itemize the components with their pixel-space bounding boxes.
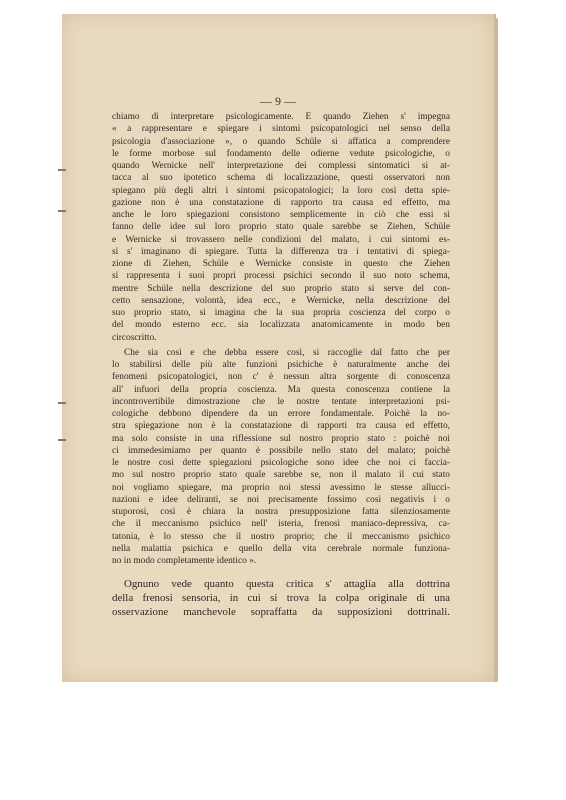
binding-mark [58, 439, 66, 441]
text-line: si s' imaginano di spiegare. Tutta la differenza tra i tentativi di spiega- [112, 246, 450, 257]
text-line: le forme morbose sul fondamento delle odierne vedute psicologiche, o [112, 148, 450, 159]
text-line: zione di Ziehen, Schüle e Wernicke consiste in questo che Ziehen [112, 259, 450, 269]
text-line: mentre Schüle nella descrizione del suo proprio stato si serve del con- [112, 283, 450, 294]
text-line: le nostre così dette spiegazioni psicologiche sono idee che noi ci faccia- [112, 458, 450, 468]
page-body [112, 111, 450, 619]
text-line: Che sia così e che debba essere così, si raccoglie dal fatto che per [124, 347, 450, 358]
binding-mark [58, 402, 66, 404]
text-line: cetto sensazione, volontà, idea ecc., e Wernicke, nella descrizione del [112, 295, 450, 306]
text-line: nazioni e idee deliranti, se noi precisamente fossimo così negativis i o [112, 494, 450, 505]
text-line: Ognuno vede quanto questa critica s' attaglia alla dottrina [124, 578, 450, 591]
text-line: tacca al suo ipotetico schema di localizzazione, questi osservatori non [112, 173, 450, 184]
text-line: incontrovertibile dimostrazione che le nostre tentate interpretazioni psi- [112, 396, 450, 407]
paragraph-2 [112, 347, 450, 568]
text-line: stra spiegazione non è la constatazione di rapporti tra causa ed effetto, [112, 421, 450, 432]
text-line: lo stabilirsi delle più alte funzioni psichiche è naturalmente anche dei [112, 360, 450, 370]
text-line: tatonia, è lo stesso che il nostro proprio; che il meccanismo psichico [112, 531, 450, 542]
text-line: anche le loro spiegazioni consistono semplicemente in ciò che essi si [112, 210, 450, 220]
document-page [62, 14, 496, 682]
text-line: e Wernicke si trovassero nelle condizioni del malato, i cui sintomi es- [112, 234, 450, 245]
text-line: stuporosi, così è chiara la nostra presupposizione fatta silenziosamente [112, 507, 450, 517]
text-line: ma solo consiste in una riflessione sul nostro proprio stato : poichè noi [112, 433, 450, 444]
text-line: nella malattia psichica e quello della vita cerebrale normale funziona- [112, 543, 450, 554]
binding-mark [58, 169, 66, 171]
text-line: si rappresenta i suoi propri processi psichici secondo il suo noto schema, [112, 271, 450, 282]
text-line: fanno delle idee sul loro proprio stato quale sarebbe se Ziehen, Schüle [112, 222, 450, 233]
text-line: ci immedesimiamo per quanto è possibile nello stato del malato; poichè [112, 445, 450, 456]
text-line: del mondo esterno ecc. sia localizzata anatomicamente in modo ben [112, 320, 450, 331]
text-line: circoscritto. [112, 332, 157, 343]
binding-mark [58, 210, 66, 212]
text-line: « a rappresentare e spiegare i sintomi psicopatologici nel senso della [112, 124, 450, 135]
text-line: chiamo di interpretare psicologicamente. E quando Ziehen s' impegna [112, 112, 450, 122]
text-line: che il meccanismo psichico nell' isteria, frenosi maniaco-depressiva, ca- [112, 519, 450, 530]
text-line: quando Wernicke nell' interpretazione dei complessi sintomatici si at- [112, 161, 450, 171]
text-line: cologiche debbono dipendere da un errore fondamentale. Poichè la no- [112, 409, 450, 419]
paragraph-1 [112, 111, 450, 344]
text-line: della frenosi sensoria, in cui si trova la colpa originale di una [112, 592, 450, 605]
text-line: spiegano più degli altri i sintomi psicopatologici; la loro così detta spie- [112, 185, 450, 196]
text-line: fenomeni psicopatologici, non c' è nessun altra sorgente di conoscenza [112, 372, 450, 383]
text-line: suo proprio stato, si imagina che la sua propria coscienza del corpo o [112, 308, 450, 318]
text-line: no in modo completamente identico ». [112, 556, 257, 566]
text-line: all' infuori della propria coscienza. Ma questa conoscenza contiene la [112, 384, 450, 395]
text-line: gazione non è una constatazione di rapporto tra causa ed effetto, ma [112, 197, 450, 208]
page-number: — 9 — [260, 94, 296, 108]
text-line: noi vogliamo spiegare, ma proprio noi stessi avessimo le stesse allucci- [112, 482, 450, 493]
paragraph-3 [112, 577, 450, 619]
text-line: mo sul nostro proprio stato quale sarebbe se, non il malato il cui stato [112, 470, 450, 481]
text-line: osservazione manchevole sopraffatta da supposizioni dottrinali. [112, 606, 450, 619]
text-line: psicologia d'associazione », o quando Schüle si affatica a comprendere [112, 136, 450, 147]
